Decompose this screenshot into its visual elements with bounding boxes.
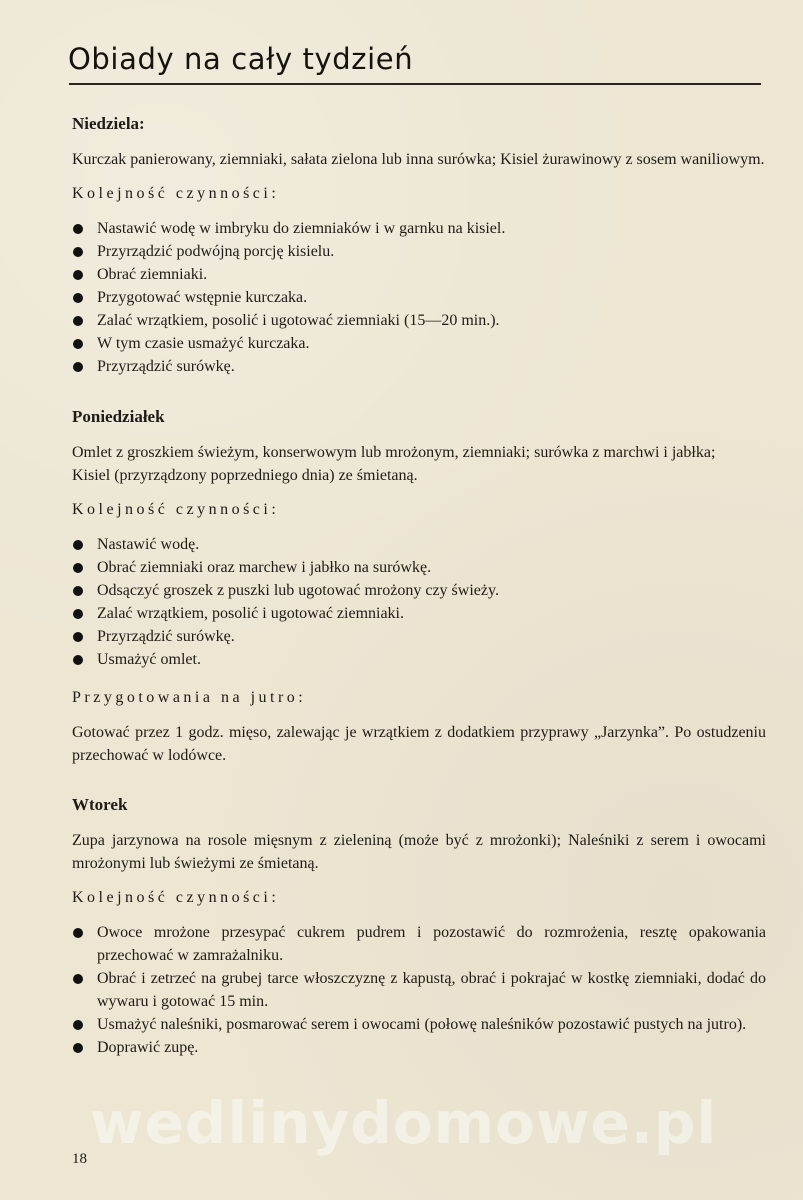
step-text: Zalać wrzątkiem, posolić i ugotować ziemniaki. [97,605,404,622]
step-text: Usmażyć naleśniki, posmarować serem i owocami (połowę naleśników pozostawić pustych na jutro). [97,1016,747,1033]
step-text: W tym czasie usmażyć kurczaka. [97,335,310,352]
step-text: Nastawić wodę w imbryku do ziemniaków i w garnku na kisiel. [97,220,506,237]
step-text: Przygotować wstępnie kurczaka. [97,289,308,306]
step-item [72,648,766,671]
page-content [72,113,766,1074]
step-text: Przyrządzić podwójną porcję kisielu. [97,243,335,260]
section-poniedzialek [72,406,766,767]
step-item [72,263,766,286]
bullet-icon [73,1043,83,1053]
bullet-icon [73,1020,83,1030]
section-heading-wtorek: Wtorek [72,795,128,814]
step-text: Zalać wrzątkiem, posolić i ugotować ziemniaki (15—20 min.). [97,312,500,329]
order-label-poniedzialek: Kolejność czynności: [72,501,280,518]
bullet-icon [73,974,83,984]
section-heading-niedziela: Niedziela: [72,114,145,133]
step-text: Obrać i zetrzeć na grubej tarce włoszczyznę z kapustą, obrać i pokrajać w kostkę ziemniaki, dodać do wywaru i gotować 15 min. [97,970,766,1010]
dish-description-wtorek: Zupa jarzynowa na rosole mięsnym z zieleniną (może być z mrożonki); Naleśniki z serem i owocami mrożonymi lub świeżymi ze śmietaną. [72,832,766,872]
prep-label: Przygotowania na jutro: [72,689,307,706]
bullet-icon [73,655,83,665]
step-item [72,1036,766,1059]
bullet-icon [73,362,83,372]
step-text: Odsączyć groszek z puszki lub ugotować mrożony czy świeży. [97,582,499,599]
bullet-icon [73,224,83,234]
bullet-icon [73,540,83,550]
bullet-icon [73,586,83,596]
step-item [72,217,766,240]
section-gap [72,781,766,794]
bullet-icon [73,316,83,326]
step-list-poniedzialek [72,533,766,671]
bullet-icon [73,632,83,642]
section-wtorek [72,794,766,1059]
bullet-icon [73,293,83,303]
section-niedziela [72,113,766,378]
bullet-icon [73,339,83,349]
prep-text: Gotować przez 1 godz. mięso, zalewając je wrzątkiem z dodatkiem przyprawy „Jarzynka”. Po ostudzeniu przechować w lodówce. [72,724,766,764]
step-item [72,967,766,1013]
step-item [72,602,766,625]
watermark: wedlinydomowe.pl [90,1089,718,1157]
page-title: Obiady na cały tydzień [68,42,414,76]
step-text: Nastawić wodę. [97,536,200,553]
section-gap [72,393,766,406]
step-text: Obrać ziemniaki oraz marchew i jabłko na surówkę. [97,559,432,576]
bullet-icon [73,247,83,257]
bullet-icon [73,928,83,938]
step-item [72,240,766,263]
bullet-icon [73,563,83,573]
step-item [72,556,766,579]
step-item [72,1013,766,1036]
step-text: Owoce mrożone przesypać cukrem pudrem i pozostawić do rozmrożenia, resztę opakowania przechować w zamrażalniku. [97,924,766,964]
step-list-wtorek [72,921,766,1059]
section-heading-poniedzialek: Poniedziałek [72,407,165,426]
order-label-niedziela: Kolejność czynności: [72,185,280,202]
step-text: Przyrządzić surówkę. [97,358,235,375]
dish-text: Omlet z groszkiem świeżym, konserwowym lub mrożonym, ziemniaki; surówka z marchwi i jabłka; [72,444,716,461]
step-item [72,286,766,309]
bullet-icon [73,270,83,280]
step-text: Przyrządzić surówkę. [97,628,235,645]
title-divider [69,83,761,85]
step-list-niedziela [72,217,766,378]
step-item [72,533,766,556]
step-text: Doprawić zupę. [97,1039,199,1056]
dish-description-poniedzialek [72,441,766,487]
step-item [72,579,766,602]
step-item [72,309,766,332]
order-label-wtorek: Kolejność czynności: [72,889,280,906]
page-number: 18 [72,1151,87,1167]
step-item [72,625,766,648]
dish-text: Kisiel (przyrządzony poprzedniego dnia) ze śmietaną. [72,467,418,484]
step-text: Usmażyć omlet. [97,651,201,668]
dish-description-niedziela: Kurczak panierowany, ziemniaki, sałata zielona lub inna surówka; Kisiel żurawinowy z sosem waniliowym. [72,151,765,168]
step-item [72,355,766,378]
step-item [72,921,766,967]
bullet-icon [73,609,83,619]
step-text: Obrać ziemniaki. [97,266,208,283]
step-item [72,332,766,355]
